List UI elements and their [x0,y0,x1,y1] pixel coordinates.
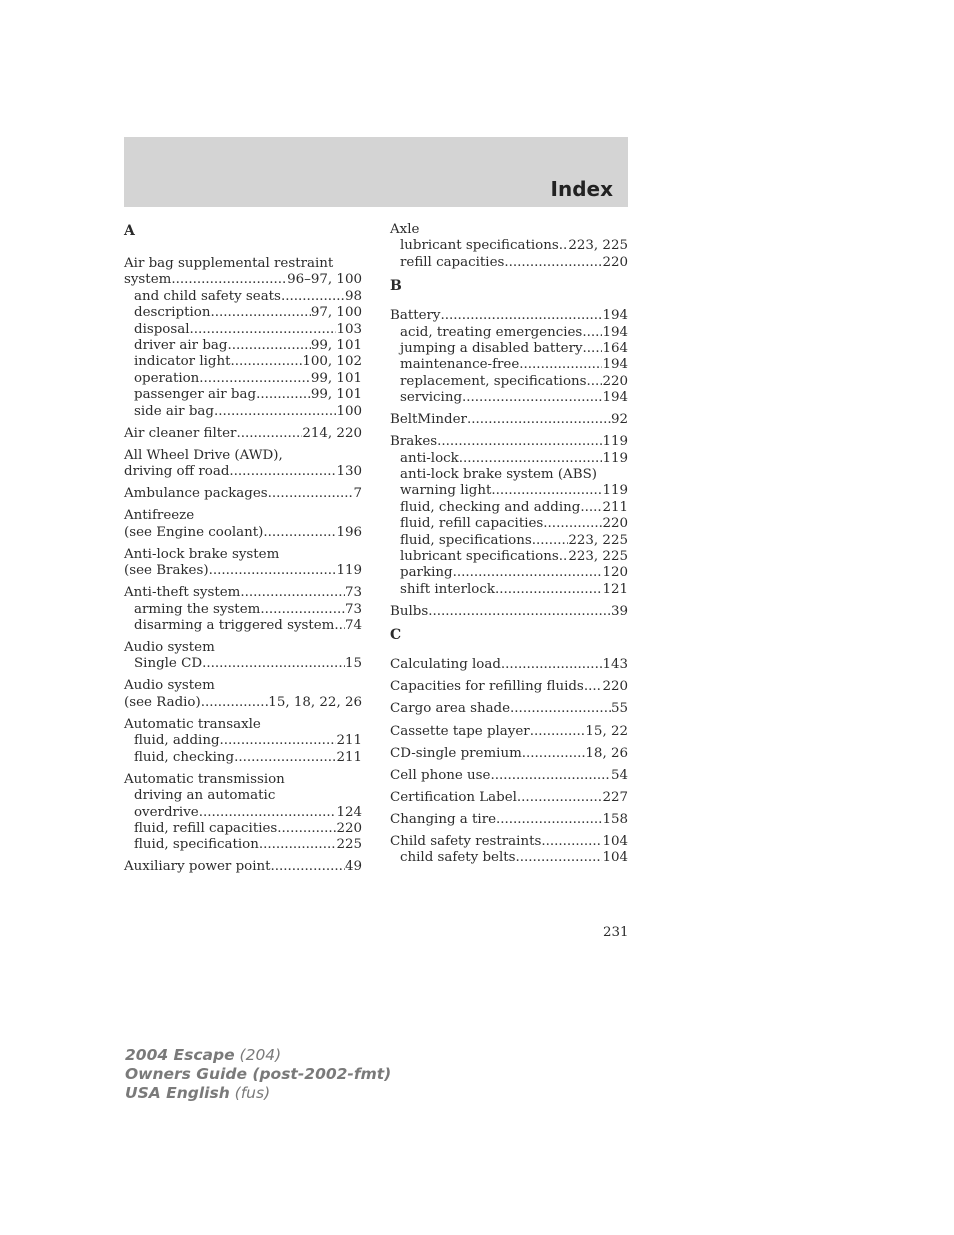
entry-page-ref: 196 [336,524,362,540]
entry-label: Cell phone use [390,767,491,783]
entry-label: BeltMinder [390,412,467,428]
index-column-left [124,222,362,882]
index-subentry-line [390,390,628,406]
index-entry-line [390,679,628,695]
entry-label: Child safety restraints [390,833,542,849]
footer-language-code: (fus) [229,1084,271,1102]
entry-label: indicator light [134,354,231,370]
entry-label: Audio system [124,678,215,694]
index-entry-line [124,547,362,563]
entry-label: disarming a triggered system [134,617,335,633]
index-entry-line [390,834,628,850]
entry-label: side air bag [134,403,214,419]
entry-label: Changing a tire [390,811,497,827]
index-subentry-line [124,289,362,305]
entry-page-ref: 223, 225 [568,238,628,254]
entry-label: maintenance-free [400,357,520,373]
entry-label: servicing [400,390,463,406]
entry-label: fluid, checking [134,749,235,765]
dot-leader [491,483,602,499]
entry-page-ref: 73 [344,601,362,617]
index-subentry-line [124,602,362,618]
entry-page-ref: 15, 18, 22, 26 [268,694,362,710]
entry-page-ref: 223, 225 [568,532,628,548]
dot-leader [334,618,345,634]
index-entry-line [390,701,628,717]
index-entry-line [124,256,362,272]
entry-page-ref: 143 [602,657,628,673]
entry-label: disposal [134,321,190,337]
dot-leader [584,679,603,695]
index-entry-line [124,448,362,464]
index-entry [390,657,628,673]
index-entry-line [124,678,362,694]
dot-leader [231,354,303,370]
document-footer [125,1046,391,1103]
index-subentry-line [124,322,362,338]
index-subentry-line [390,325,628,341]
entry-label: Single CD [134,656,203,672]
entry-label: driver air bag [134,337,228,353]
entry-label: Anti-theft system [124,585,241,601]
dot-leader [202,656,345,672]
index-entry [124,678,362,711]
dot-leader [256,387,311,403]
index-entry-line [390,604,628,620]
entry-label: refill capacities [400,254,505,270]
index-entry-line [124,563,362,579]
index-entry [124,448,362,481]
entry-page-ref: 7 [353,486,362,502]
index-subentry-line [124,305,362,321]
dot-leader [240,585,345,601]
dot-leader [277,821,336,837]
footer-guide: Owners Guide (post-2002-fmt) [125,1065,392,1083]
entry-label: anti-lock [400,450,459,466]
entry-label: driving an automatic [134,788,276,804]
entry-page-ref: 158 [602,811,628,827]
entry-label: passenger air bag [134,387,257,403]
entry-page-ref: 103 [336,321,362,337]
index-entry-line [124,272,362,288]
entry-label: Auxiliary power point [124,859,271,875]
entry-page-ref: 97, 100 [310,305,362,321]
dot-leader [229,464,336,480]
entry-label: Cargo area shade [390,701,511,717]
entry-label: fluid, checking and adding [400,499,581,515]
section-letter: A [124,223,135,239]
dot-leader [501,657,603,673]
entry-page-ref: 119 [602,483,628,499]
entry-label: Bulbs [390,603,429,619]
index-subentry-line [124,821,362,837]
index-subentry-line [124,805,362,821]
entry-label: fluid, refill capacities [134,820,278,836]
entry-label: Antifreeze [124,508,195,524]
entry-label: lubricant specifications [400,238,559,254]
index-entry-line [124,525,362,541]
entry-page-ref: 99, 101 [310,337,362,353]
entry-label: Anti-lock brake system [124,546,280,562]
index-subentry-line [390,565,628,581]
dot-leader [580,500,602,516]
dot-leader [519,357,602,373]
entry-label: anti-lock brake system (ABS) [400,467,597,483]
dot-leader [496,812,602,828]
index-entry-line [390,657,628,673]
index-entry-line [124,585,362,601]
index-subentry-line [124,733,362,749]
dot-leader [517,790,603,806]
index-entry [390,604,628,620]
index-entry [390,412,628,428]
entry-label: Cassette tape player [390,723,530,739]
dot-leader [559,238,569,254]
index-entry-line [124,640,362,656]
index-subentry-line [390,467,628,483]
index-column-right [390,222,628,872]
entry-label: replacement, specifications [400,373,587,389]
index-subentry-line [390,516,628,532]
dot-leader [263,525,336,541]
footer-model-code: (204) [234,1046,282,1064]
index-entry-line [124,717,362,733]
entry-label: Brakes [390,434,438,450]
entry-page-ref: 49 [344,859,362,875]
entry-page-ref: 194 [602,357,628,373]
dot-leader [214,404,336,420]
dot-leader [271,859,345,875]
entry-page-ref: 220 [336,820,362,836]
index-entry [390,701,628,717]
dot-leader [440,308,602,324]
entry-page-ref: 220 [602,679,628,695]
entry-label: fluid, refill capacities [400,516,544,532]
entry-page-ref: 220 [602,373,628,389]
index-entry [390,790,628,806]
entry-page-ref: 92 [610,412,628,428]
index-entry [124,640,362,673]
dot-leader [530,724,586,740]
index-entry [390,308,628,406]
dot-leader [428,604,611,620]
index-subentry-line [390,483,628,499]
index-entry [124,426,362,442]
index-entry [390,434,628,598]
entry-label: and child safety seats [134,288,281,304]
entry-page-ref: 130 [336,464,362,480]
index-subentry-line [390,850,628,866]
entry-page-ref: 15, 22 [585,723,628,739]
footer-model: 2004 Escape [125,1046,235,1064]
dot-leader [190,322,337,338]
footer-line-1 [125,1046,391,1065]
dot-leader [582,325,602,341]
entry-page-ref: 96–97, 100 [287,272,362,288]
dot-leader [495,582,602,598]
footer-line-3 [125,1084,391,1103]
entry-page-ref: 225 [336,837,362,853]
index-subentry-line [124,618,362,634]
dot-leader [210,305,310,321]
dot-leader [220,733,337,749]
dot-leader [453,565,603,581]
index-entry [390,768,628,784]
dot-leader [510,701,611,717]
entry-label: jumping a disabled battery [400,340,583,356]
dot-leader [199,805,337,821]
entry-page-ref: 18, 26 [585,745,628,761]
entry-page-ref: 100, 102 [302,354,362,370]
index-subentry-line [390,374,628,390]
dot-leader [260,602,345,618]
index-entry [124,585,362,634]
dot-leader [234,750,336,766]
dot-leader [171,272,287,288]
index-entry-line [124,695,362,711]
dot-leader [236,426,302,442]
entry-label: Capacities for refilling fluids [390,679,584,695]
entry-label: overdrive [134,804,199,820]
index-entry [390,222,628,271]
entry-page-ref: 121 [602,581,628,597]
dot-leader [199,371,311,387]
entry-label: (see Brakes) [124,563,209,579]
index-subentry-line [390,451,628,467]
page-number: 231 [603,925,629,940]
entry-page-ref: 220 [602,254,628,270]
index-entry [124,547,362,580]
dot-leader [227,338,310,354]
entry-page-ref: 104 [602,833,628,849]
page-title: Index [550,177,613,201]
index-entry-line [390,746,628,762]
index-subentry-line [124,404,362,420]
entry-page-ref: 73 [344,585,362,601]
index-subentry-line [124,656,362,672]
index-subentry-line [390,500,628,516]
entry-label: Ambulance packages [124,486,268,502]
dot-leader [490,768,610,784]
dot-leader [437,434,602,450]
entry-label: operation [134,370,200,386]
dot-leader [504,255,602,271]
index-subentry-line [390,533,628,549]
entry-page-ref: 119 [336,563,362,579]
index-entry-line [390,308,628,324]
index-entry [124,256,362,420]
entry-label: Automatic transmission [124,771,285,787]
entry-label: Certification Label [390,789,517,805]
index-subentry-line [124,338,362,354]
index-entry [124,859,362,875]
dot-leader [543,516,602,532]
entry-label: Axle [390,222,420,237]
entry-page-ref: 119 [602,434,628,450]
entry-page-ref: 55 [610,701,628,717]
dot-leader [467,412,611,428]
entry-page-ref: 99, 101 [310,387,362,403]
index-entry-line [124,486,362,502]
entry-page-ref: 194 [602,324,628,340]
entry-page-ref: 211 [336,749,362,765]
entry-label: fluid, specification [134,837,259,853]
index-entry [390,679,628,695]
index-subentry-line [124,354,362,370]
entry-label: system [124,272,172,288]
dot-leader [587,374,603,390]
entry-page-ref: 227 [602,789,628,805]
index-subentry-line [124,837,362,853]
entry-label: Battery [390,308,441,324]
entry-label: description [134,305,211,321]
entry-label: Air bag supplemental restraint [124,256,334,271]
index-subentry-line [390,255,628,271]
entry-page-ref: 15 [344,656,362,672]
entry-page-ref: 100 [336,403,362,419]
index-entry-line [124,464,362,480]
index-entry-line [390,412,628,428]
dot-leader [583,341,603,357]
entry-page-ref: 211 [336,733,362,749]
index-entry [390,834,628,867]
index-subentry-line [124,387,362,403]
entry-page-ref: 214, 220 [302,425,362,441]
footer-language: USA English [125,1084,230,1102]
index-entry [390,746,628,762]
entry-label: All Wheel Drive (AWD), [124,447,283,463]
index-entry [124,717,362,766]
index-entry-line [390,812,628,828]
entry-page-ref: 39 [610,603,628,619]
entry-page-ref: 194 [602,390,628,406]
index-entry-line [124,426,362,442]
entry-label: arming the system [134,601,261,617]
dot-leader [459,451,603,467]
entry-label: lubricant specifications [400,549,559,565]
entry-label: warning light [400,483,492,499]
index-subentry-line [390,582,628,598]
entry-label: CD-single premium [390,745,522,761]
entry-page-ref: 99, 101 [310,370,362,386]
entry-page-ref: 223, 225 [568,549,628,565]
entry-page-ref: 74 [344,617,362,633]
dot-leader [532,533,569,549]
index-entry-line [390,768,628,784]
index-entry-line [390,790,628,806]
index-entry [124,486,362,502]
entry-label: (see Radio) [124,694,201,710]
index-subentry-line [390,357,628,373]
entry-label: Automatic transaxle [124,716,261,732]
index-entry-line [390,434,628,450]
entry-label: child safety belts [400,850,516,866]
entry-page-ref: 194 [602,308,628,324]
index-subentry-line [390,549,628,565]
entry-label: driving off road [124,464,230,480]
dot-leader [209,563,337,579]
dot-leader [268,486,354,502]
dot-leader [259,837,337,853]
index-entry [390,724,628,740]
entry-page-ref: 54 [610,767,628,783]
entry-label: shift interlock [400,581,495,597]
entry-label: fluid, adding [134,733,220,749]
entry-page-ref: 124 [336,804,362,820]
dot-leader [522,746,586,762]
entry-label: Air cleaner filter [124,425,237,441]
section-letter: B [390,278,402,295]
dot-leader [201,695,269,711]
entry-page-ref: 98 [344,288,362,304]
index-entry-line [124,508,362,524]
entry-page-ref: 120 [602,565,628,581]
index-entry [124,772,362,854]
dot-leader [281,289,345,305]
dot-leader [559,549,569,565]
entry-page-ref: 119 [602,450,628,466]
entry-page-ref: 164 [602,340,628,356]
entry-label: Audio system [124,640,215,656]
entry-page-ref: 104 [602,850,628,866]
entry-label: (see Engine coolant) [124,524,264,540]
entry-label: parking [400,565,453,581]
index-entry [124,508,362,541]
index-subentry-line [390,238,628,254]
dot-leader [462,390,602,406]
index-subentry-line [124,750,362,766]
index-header-band [124,137,628,207]
index-entry-line [390,724,628,740]
entry-label: fluid, specifications [400,532,532,548]
index-entry-line [124,772,362,788]
section-letter: C [390,627,402,644]
index-subentry-line [390,341,628,357]
entry-label: Calculating load [390,657,501,673]
footer-line-2 [125,1065,391,1084]
index-subentry-line [124,788,362,804]
index-entry-line [390,222,628,238]
index-subentry-line [124,371,362,387]
index-entry [390,812,628,828]
dot-leader [541,834,602,850]
entry-page-ref: 211 [602,499,628,515]
index-entry-line [124,859,362,875]
dot-leader [516,850,603,866]
entry-page-ref: 220 [602,516,628,532]
entry-label: acid, treating emergencies [400,324,583,340]
